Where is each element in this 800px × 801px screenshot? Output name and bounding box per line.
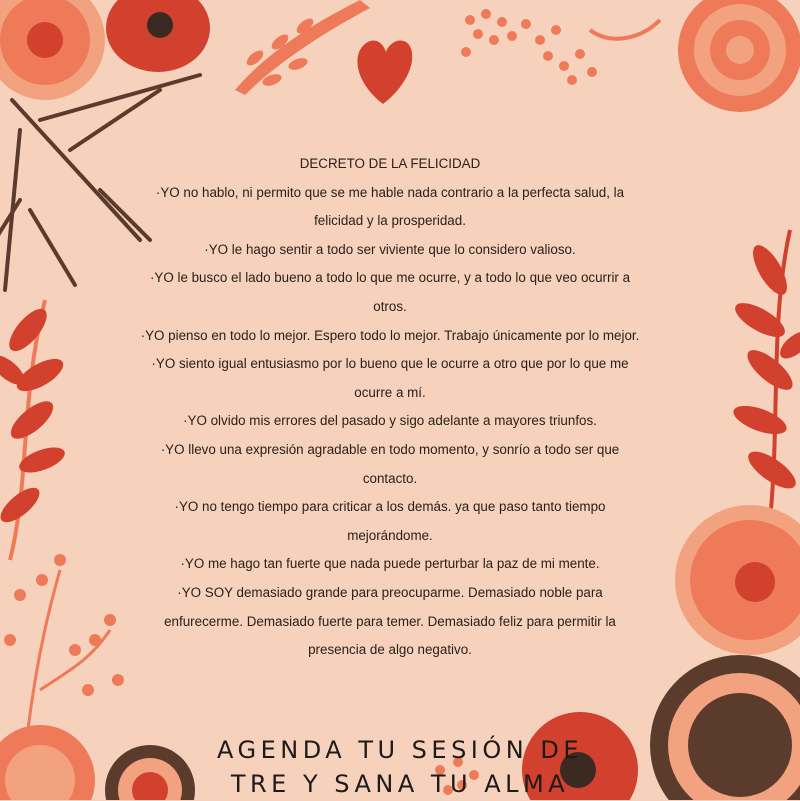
leaf-icon: [235, 0, 370, 95]
cta-line-1: AGENDA TU SESIÓN DE: [217, 736, 583, 764]
decree-line: ·YO me hago tan fuerte que nada puede perturbar la paz de mi mente.: [180, 556, 600, 572]
berry-cluster-icon: [461, 9, 597, 85]
decree-line: enfurecerme. Demasiado fuerte para temer. Demasiado feliz para permitir la: [164, 613, 616, 629]
decree-line: presencia de algo negativo.: [308, 642, 472, 658]
flower-icon: [678, 0, 800, 112]
flower-icon: [0, 0, 105, 100]
decree-line: mejorándome.: [347, 527, 433, 543]
decree-line: otros.: [373, 298, 407, 314]
decree-line: ·YO siento igual entusiasmo por lo bueno que le ocurre a otro que por lo que me: [151, 356, 629, 372]
decree-line: ·YO no hablo, ni permito que se me hable nada contrario a la perfecta salud, la: [155, 184, 625, 200]
flower-icon: [106, 0, 210, 72]
flower-icon: [675, 505, 800, 655]
decree-line: ·YO le hago sentir a todo ser viviente que lo considero valioso.: [204, 241, 576, 257]
call-to-action: [150, 733, 650, 801]
decree-title: DECRETO DE LA FELICIDAD: [299, 156, 481, 171]
decree-line: ·YO olvido mis errores del pasado y sigo adelante a mayores triunfos.: [183, 413, 597, 429]
flower-icon: [650, 655, 800, 800]
decree-line: ·YO no tengo tiempo para criticar a los demás. ya que paso tanto tiempo: [174, 499, 606, 515]
leaf-icon: [730, 230, 800, 520]
cta-line-2: TRE Y SANA TU ALMA: [230, 770, 570, 798]
decree-line: ·YO SOY demasiado grande para preocuparme. Demasiado noble para: [177, 584, 603, 600]
decree-line: ·YO llevo una expresión agradable en todo momento, y sonrío a todo ser que: [160, 441, 620, 457]
decree-line: ocurre a mí.: [354, 384, 426, 400]
leaf-icon: [0, 300, 68, 560]
decree-text-block: [130, 150, 650, 665]
decree-line: felicidad y la prosperidad.: [314, 213, 466, 229]
decree-line: ·YO pienso en todo lo mejor. Espero todo lo mejor. Trabajo únicamente por lo mejor.: [140, 327, 640, 343]
decree-line: contacto.: [362, 470, 418, 486]
decree-line: ·YO le busco el lado bueno a todo lo que me ocurre, y a todo lo que veo ocurrir a: [149, 270, 631, 286]
heart-icon: [357, 41, 412, 104]
